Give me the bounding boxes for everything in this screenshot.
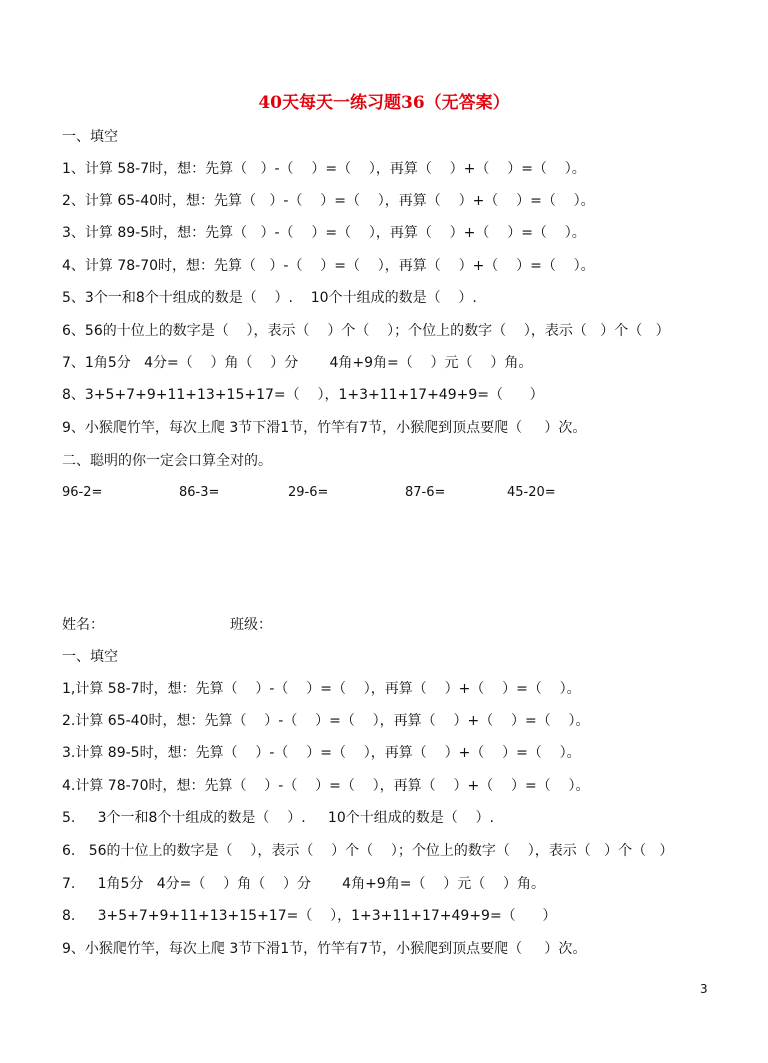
question-3: 3、计算 89-5时，想：先算（ ）-（ ）=（ ），再算（ ）+（ ）=（ ）。 xyxy=(62,225,586,241)
page-number: 3 xyxy=(700,982,708,996)
calc-item: 86-3= xyxy=(179,485,220,500)
calc-item: 29-6= xyxy=(288,485,329,500)
calc-item: 87-6= xyxy=(405,485,446,500)
calc-item: 45-20= xyxy=(507,485,556,500)
question-7-copy: 7. 1角5分 4分=（ ）角（ ）分 4角+9角=（ ）元（ ）角。 xyxy=(62,876,546,892)
question-8-copy: 8. 3+5+7+9+11+13+15+17=（ ），1+3+11+17+49+9=（ ） xyxy=(62,908,557,924)
question-5: 5、3个一和8个十组成的数是（ ）. 10个十组成的数是（ ）. xyxy=(62,290,477,306)
question-9: 9、小猴爬竹竿，每次上爬 3节下滑1节，竹竿有7节，小猴爬到顶点要爬（ ）次。 xyxy=(62,420,587,436)
question-2: 2、计算 65-40时，想：先算（ ）-（ ）=（ ），再算（ ）+（ ）=（ ）。 xyxy=(62,193,595,209)
question-3-copy: 3.计算 89-5时，想：先算（ ）-（ ）=（ ），再算（ ）+（ ）=（ ）。 xyxy=(62,745,581,761)
section-heading-mental-math: 二、聪明的你一定会口算全对的。 xyxy=(62,453,272,469)
question-2-copy: 2.计算 65-40时，想：先算（ ）-（ ）=（ ），再算（ ）+（ ）=（ ）。 xyxy=(62,713,590,729)
worksheet-title: 40天每天一练习题36（无答案） xyxy=(258,93,510,113)
question-7: 7、1角5分 4分=（ ）角（ ）分 4角+9角=（ ）元（ ）角。 xyxy=(62,355,533,371)
question-1-copy: 1,计算 58-7时，想：先算（ ）-（ ）=（ ），再算（ ）+（ ）=（ ）。 xyxy=(62,681,581,697)
section-heading-fill-blank: 一、填空 xyxy=(62,129,118,145)
mental-math-row xyxy=(62,485,682,505)
calc-item: 96-2= xyxy=(62,485,103,500)
question-6: 6、56的十位上的数字是（ ），表示（ ）个（ ）；个位上的数字（ ），表示（ ）个（ ） xyxy=(62,323,670,339)
question-8: 8、3+5+7+9+11+13+15+17=（ ），1+3+11+17+49+9=（ ） xyxy=(62,387,544,403)
student-info-row xyxy=(62,614,362,634)
question-4-copy: 4.计算 78-70时，想：先算（ ）-（ ）=（ ），再算（ ）+（ ）=（ ）。 xyxy=(62,778,590,794)
section-heading-fill-blank-2: 一、填空 xyxy=(62,649,118,665)
question-1: 1、计算 58-7时，想：先算（ ）-（ ）=（ ），再算（ ）+（ ）=（ ）。 xyxy=(62,161,586,177)
name-label: 姓名： xyxy=(62,617,104,633)
class-label: 班级： xyxy=(230,617,272,633)
question-5-copy: 5. 3个一和8个十组成的数是（ ）. 10个十组成的数是（ ）. xyxy=(62,810,494,826)
question-6-copy: 6. 56的十位上的数字是（ ），表示（ ）个（ ）；个位上的数字（ ），表示（ ）个（ ） xyxy=(62,843,674,859)
question-9-copy: 9、小猴爬竹竿，每次上爬 3节下滑1节，竹竿有7节，小猴爬到顶点要爬（ ）次。 xyxy=(62,941,587,957)
question-4: 4、计算 78-70时，想：先算（ ）-（ ）=（ ），再算（ ）+（ ）=（ ）。 xyxy=(62,258,595,274)
